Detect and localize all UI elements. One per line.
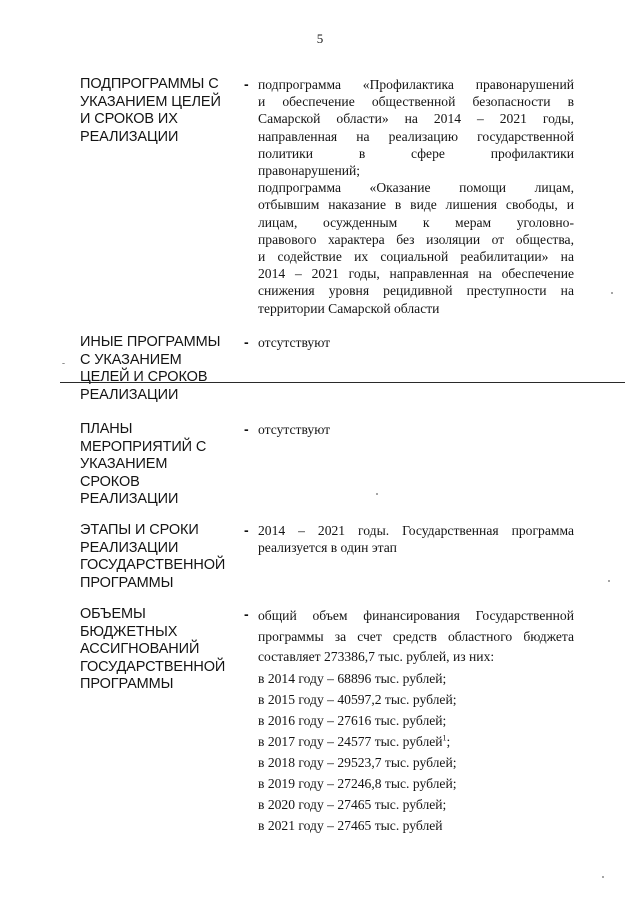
- scan-speck: [608, 580, 610, 582]
- section-text: отсутствуют: [258, 335, 331, 350]
- section-text: [258, 76, 574, 317]
- label-line: РЕАЛИЗАЦИИ: [80, 539, 179, 556]
- label-line: ЦЕЛЕЙ И СРОКОВ: [80, 369, 208, 386]
- label-line: БЮДЖЕТНЫХ: [80, 623, 178, 640]
- text-line: и содействие их социальной реабилитации» на: [258, 249, 574, 265]
- scan-speck: [602, 876, 604, 878]
- section-label: [80, 522, 240, 592]
- text-line: подпрограмма «Оказание помощи лицам,: [258, 180, 574, 196]
- label-line: СРОКОВ: [80, 473, 140, 490]
- year-row: в 2021 году – 27465 тыс. рублей: [258, 817, 443, 833]
- dash-marker: -: [244, 76, 249, 92]
- page-number: 5: [316, 31, 324, 46]
- section-label: [80, 606, 240, 694]
- footnote-suffix: ;: [446, 733, 451, 749]
- dash-marker: -: [244, 334, 249, 350]
- label-line: МЕРОПРИЯТИЙ С: [80, 438, 207, 455]
- label-line: ПРОГРАММЫ: [80, 574, 174, 591]
- label-line: С УКАЗАНИЕМ: [80, 351, 182, 368]
- label-line: УКАЗАНИЕМ ЦЕЛЕЙ: [80, 93, 221, 110]
- label-line: ПОДПРОГРАММЫ С: [80, 76, 219, 92]
- text-line: правового характера без изоляции от общества,: [258, 231, 574, 247]
- text-line: лицам, осужденным к мерам уголовно-: [258, 214, 574, 230]
- label-line: ГОСУДАРСТВЕННОЙ: [80, 658, 226, 675]
- label-line: ПРОГРАММЫ: [80, 676, 174, 693]
- label-line: ЭТАПЫ И СРОКИ: [80, 522, 199, 538]
- text-line: снижения уровня рецидивной преступности на: [258, 283, 574, 299]
- label-line: УКАЗАНИЕМ: [80, 456, 168, 473]
- text-line: политики в сфере профилактики: [258, 145, 574, 161]
- scan-speck: [611, 292, 613, 294]
- year-row: в 2020 году – 27465 тыс. рублей;: [258, 796, 447, 812]
- text-line: составляет 273386,7 тыс. рублей, из них:: [258, 649, 495, 664]
- section-text: [258, 522, 574, 556]
- label-line: И СРОКОВ ИХ: [80, 111, 178, 128]
- dash-marker: -: [244, 421, 249, 437]
- scan-speck: [376, 493, 378, 495]
- year-row: [258, 731, 578, 752]
- section-text: отсутствуют: [258, 422, 331, 437]
- text-line: реализуется в один этап: [258, 540, 397, 556]
- text-line: правонарушений;: [258, 163, 361, 179]
- scan-speck: [62, 363, 65, 364]
- label-line: РЕАЛИЗАЦИИ: [80, 491, 179, 508]
- text-line: территории Самарской области: [258, 300, 440, 316]
- year-row: в 2015 году – 40597,2 тыс. рублей;: [258, 691, 457, 707]
- year-row-text: в 2017 году – 24577 тыс. рублей: [258, 733, 443, 749]
- text-line: отбывшим наказание в виде лишения свободы, и: [258, 197, 574, 213]
- text-line: направленная на реализацию государственной: [258, 128, 574, 144]
- label-line: РЕАЛИЗАЦИИ: [80, 128, 179, 145]
- year-row: в 2018 году – 29523,7 тыс. рублей;: [258, 754, 457, 770]
- label-line: ПЛАНЫ: [80, 421, 133, 437]
- text-line: подпрограмма «Профилактика правонарушений: [258, 77, 574, 92]
- text-line: 2014 – 2021 годы, направленная на обеспечение: [258, 266, 574, 282]
- year-row: в 2014 году – 68896 тыс. рублей;: [258, 670, 447, 686]
- horizontal-rule: [60, 382, 625, 383]
- text-line: Самарской области» на 2014 – 2021 годы,: [258, 111, 574, 127]
- footnote-mark: 1: [442, 732, 447, 742]
- section-label: [80, 76, 240, 146]
- text-line: 2014 – 2021 годы. Государственная программа: [258, 523, 574, 538]
- label-line: АССИГНОВАНИЙ: [80, 641, 200, 658]
- label-line: ИНЫЕ ПРОГРАММЫ: [80, 334, 221, 350]
- year-row: в 2019 году – 27246,8 тыс. рублей;: [258, 775, 457, 791]
- section-label: [80, 334, 240, 404]
- budget-list: [258, 606, 578, 836]
- text-line: общий объем финансирования Государственной: [258, 608, 574, 623]
- section-label: [80, 421, 240, 509]
- year-row: в 2016 году – 27616 тыс. рублей;: [258, 712, 447, 728]
- label-line: РЕАЛИЗАЦИИ: [80, 386, 179, 403]
- text-line: программы за счет средств областного бюджета: [258, 628, 574, 644]
- dash-marker: -: [244, 522, 249, 538]
- label-line: ГОСУДАРСТВЕННОЙ: [80, 557, 226, 574]
- label-line: ОБЪЕМЫ: [80, 606, 146, 622]
- dash-marker: -: [244, 606, 249, 622]
- text-line: и обеспечение общественной безопасности в: [258, 94, 574, 110]
